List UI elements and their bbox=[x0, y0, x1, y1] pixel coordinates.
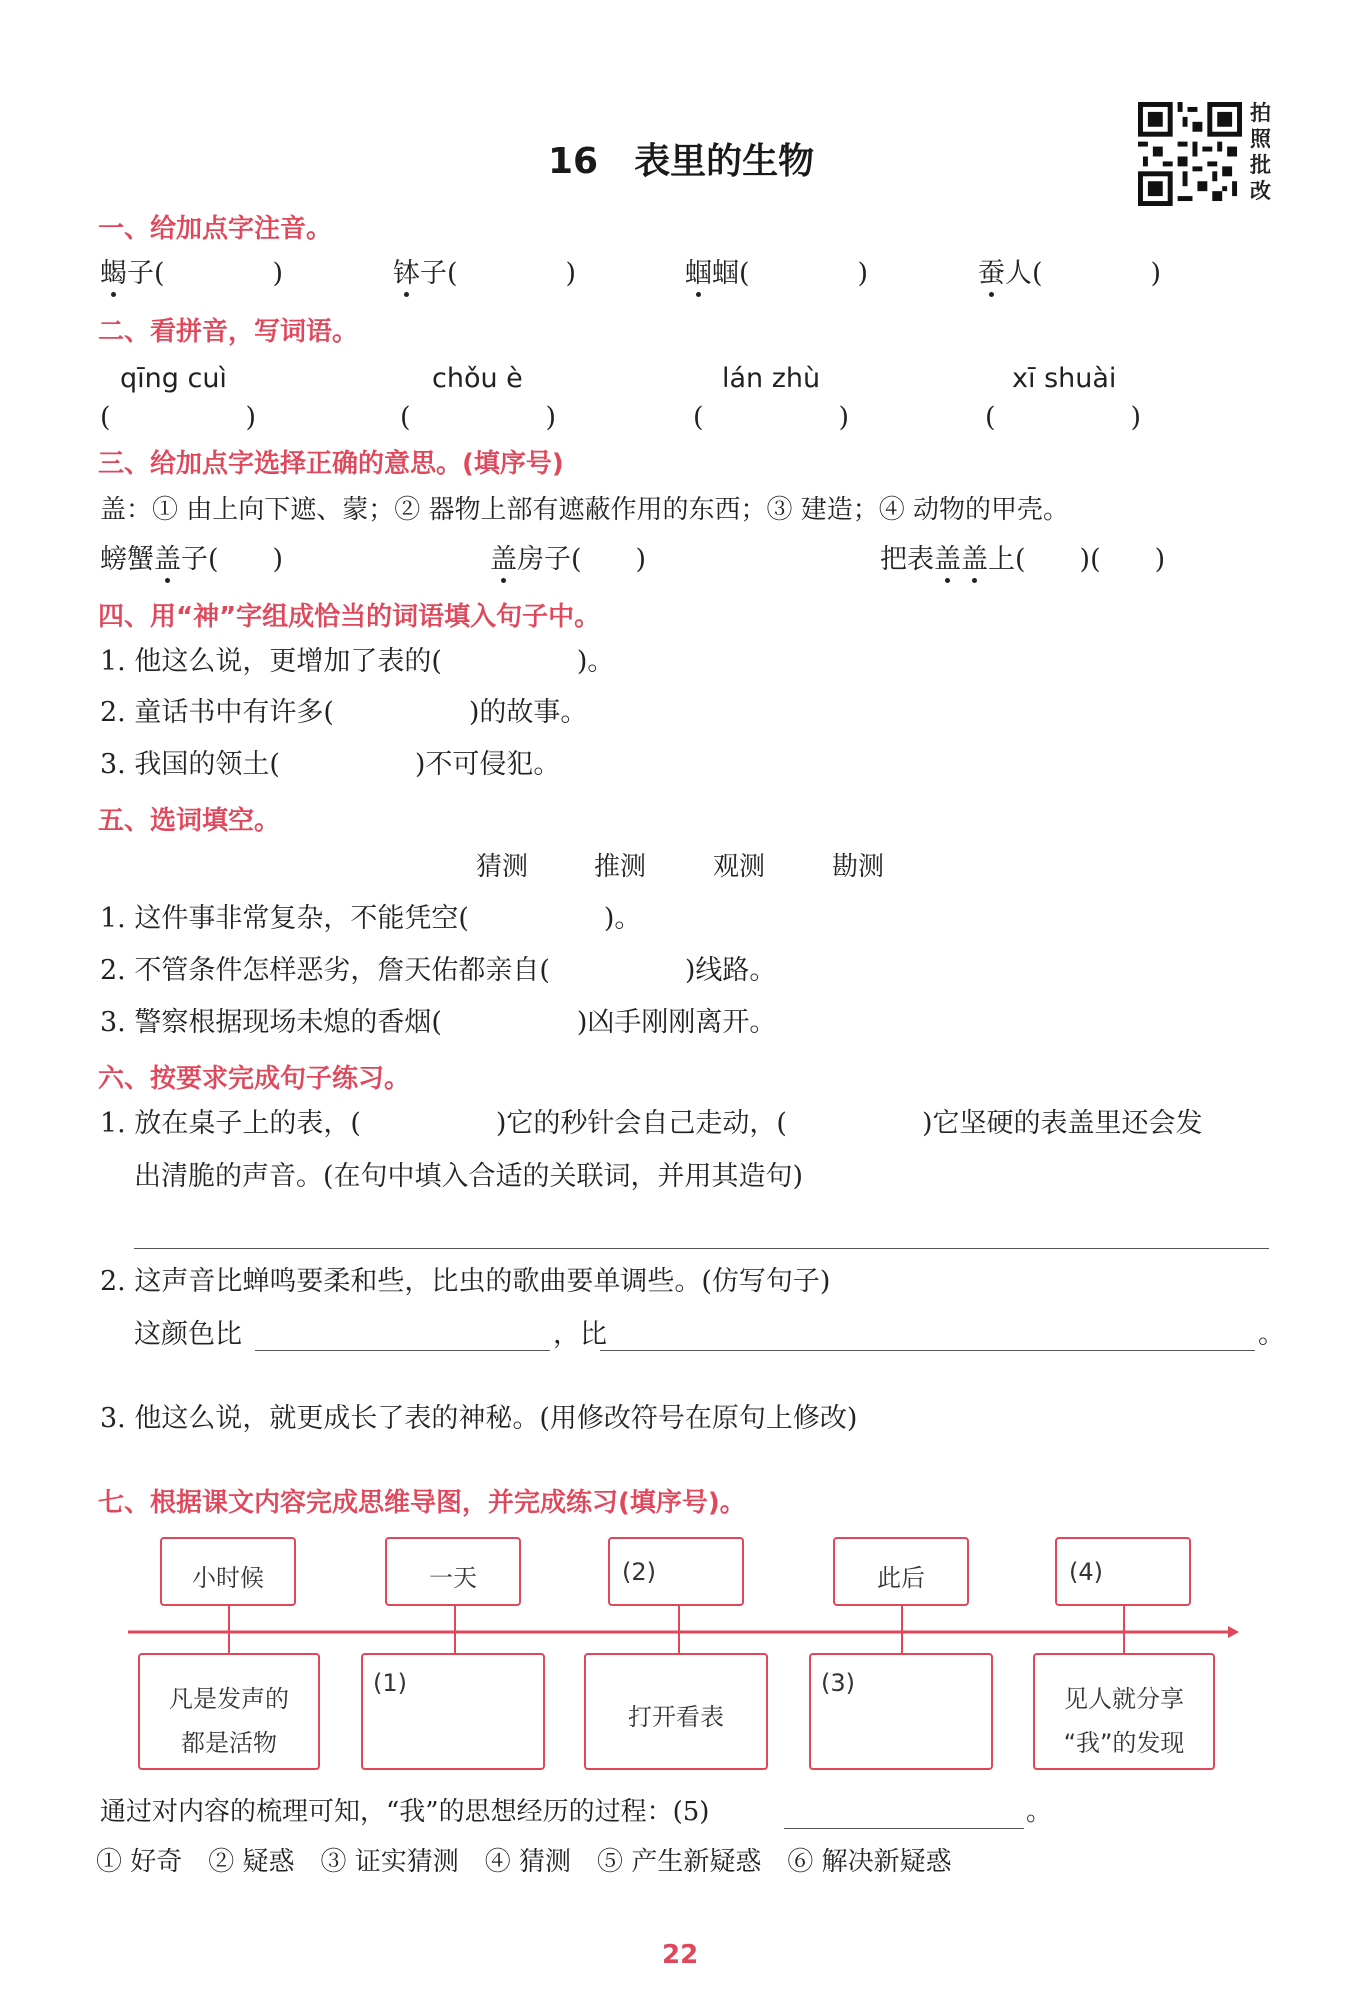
s4-q3[interactable]: 3. 我国的领土( )不可侵犯。 bbox=[100, 749, 561, 780]
pinyin-1: qīng cuì bbox=[120, 363, 227, 394]
word-option: 推测 bbox=[594, 852, 647, 882]
s4-q1[interactable]: 1. 他这么说，更增加了表的( )。 bbox=[100, 646, 615, 677]
s5-q3[interactable]: 3. 警察根据现场未熄的香烟( )凶手刚刚离开。 bbox=[100, 1007, 777, 1038]
connector bbox=[228, 1604, 230, 1660]
s5-q1[interactable]: 1. 这件事非常复杂，不能凭空( )。 bbox=[100, 903, 642, 934]
section-5-heading: 五、选词填空。 bbox=[98, 806, 281, 836]
s7-options: ① 好奇 ② 疑惑 ③ 证实猜测 ④ 猜测 ⑤ 产生新疑惑 ⑥ 解决新疑惑 bbox=[96, 1847, 952, 1877]
connector bbox=[678, 1604, 680, 1660]
answer-line[interactable] bbox=[784, 1828, 1024, 1829]
mindmap-bottom-box[interactable]: (1) bbox=[361, 1653, 545, 1770]
definition-text: 盖：① 由上向下遮、蒙；② 器物上部有遮蔽作用的东西；③ 建造；④ 动物的甲壳。 bbox=[100, 495, 1070, 525]
s6-q2: 2. 这声音比蝉鸣要柔和些，比虫的歌曲要单调些。(仿写句子) bbox=[100, 1266, 831, 1297]
s6-q1-line1[interactable]: 1. 放在桌子上的表，( )它的秒针会自己走动，( )它坚硬的表盖里还会发 bbox=[100, 1108, 1203, 1139]
page-number: 22 bbox=[662, 1940, 699, 1970]
s6-q2-prefix: 这颜色比 bbox=[134, 1319, 242, 1350]
answer-blank[interactable]: ( ) bbox=[693, 402, 850, 433]
mindmap-top-box: 此后 bbox=[833, 1537, 969, 1606]
s1-item: 蚕人( ) bbox=[978, 258, 1162, 289]
s6-q1-line2: 出清脆的声音。(在句中填入合适的关联词，并用其造句) bbox=[134, 1161, 804, 1192]
s1-item: 蝈蝈( ) bbox=[685, 258, 869, 289]
s6-q2-end: 。 bbox=[1258, 1319, 1285, 1350]
pinyin-2: chǒu è bbox=[432, 363, 523, 394]
pinyin-4: xī shuài bbox=[1012, 363, 1117, 394]
section-4-heading: 四、用“神”字组成恰当的词语填入句子中。 bbox=[98, 602, 601, 632]
section-1-heading: 一、给加点字注音。 bbox=[98, 214, 333, 244]
mindmap-bottom-box[interactable]: (3) bbox=[809, 1653, 993, 1770]
word-option: 猜测 bbox=[476, 852, 529, 882]
mindmap-top-box: 小时候 bbox=[160, 1537, 296, 1606]
answer-blank[interactable]: ( ) bbox=[985, 402, 1142, 433]
s3-item: 螃蟹盖子( ) bbox=[100, 544, 284, 575]
answer-line[interactable] bbox=[600, 1350, 1255, 1351]
answer-line[interactable] bbox=[255, 1350, 550, 1351]
section-3-heading: 三、给加点字选择正确的意思。(填序号) bbox=[98, 449, 564, 479]
answer-blank[interactable]: ( ) bbox=[100, 402, 257, 433]
section-7-heading: 七、根据课文内容完成思维导图，并完成练习(填序号)。 bbox=[98, 1488, 746, 1518]
s7-summary: 通过对内容的梳理可知，“我”的思想经历的过程：(5) bbox=[100, 1797, 710, 1827]
word-option: 勘测 bbox=[832, 852, 885, 882]
answer-blank[interactable]: ( ) bbox=[400, 402, 557, 433]
answer-line[interactable] bbox=[134, 1248, 1269, 1249]
s4-q2[interactable]: 2. 童话书中有许多( )的故事。 bbox=[100, 697, 588, 728]
s6-q2-mid: ，比 bbox=[553, 1319, 607, 1350]
word-option: 观测 bbox=[713, 852, 766, 882]
s6-q3: 3. 他这么说，就更成长了表的神秘。(用修改符号在原句上修改) bbox=[100, 1403, 858, 1434]
connector bbox=[1123, 1604, 1125, 1660]
mindmap-top-box[interactable]: (4) bbox=[1055, 1537, 1191, 1606]
connector bbox=[454, 1604, 456, 1660]
s1-item: 蝎子( ) bbox=[100, 258, 284, 289]
pinyin-3: lán zhù bbox=[722, 363, 821, 394]
s3-item: 把表盖盖上( )( ) bbox=[880, 544, 1166, 575]
mindmap-bottom-box: 打开看表 bbox=[584, 1653, 768, 1770]
connector bbox=[901, 1604, 903, 1660]
s5-q2[interactable]: 2. 不管条件怎样恶劣，詹天佑都亲自( )线路。 bbox=[100, 955, 777, 986]
section-2-heading: 二、看拼音，写词语。 bbox=[98, 317, 359, 347]
s7-summary-end: 。 bbox=[1026, 1797, 1053, 1827]
page-title: 16 表里的生物 bbox=[548, 141, 815, 182]
mindmap-top-box[interactable]: (2) bbox=[608, 1537, 744, 1606]
qr-code-icon[interactable] bbox=[1138, 100, 1242, 208]
mindmap-top-box: 一天 bbox=[385, 1537, 521, 1606]
s1-item: 钵子( ) bbox=[393, 258, 577, 289]
s3-item: 盖房子( ) bbox=[490, 544, 647, 575]
section-6-heading: 六、按要求完成句子练习。 bbox=[98, 1064, 411, 1094]
mindmap-bottom-box: 凡是发声的 都是活物 bbox=[138, 1653, 320, 1770]
timeline-arrow bbox=[128, 1620, 1240, 1644]
mindmap-bottom-box: 见人就分享 “我”的发现 bbox=[1033, 1653, 1215, 1770]
qr-label: 拍照批改 bbox=[1250, 101, 1271, 203]
